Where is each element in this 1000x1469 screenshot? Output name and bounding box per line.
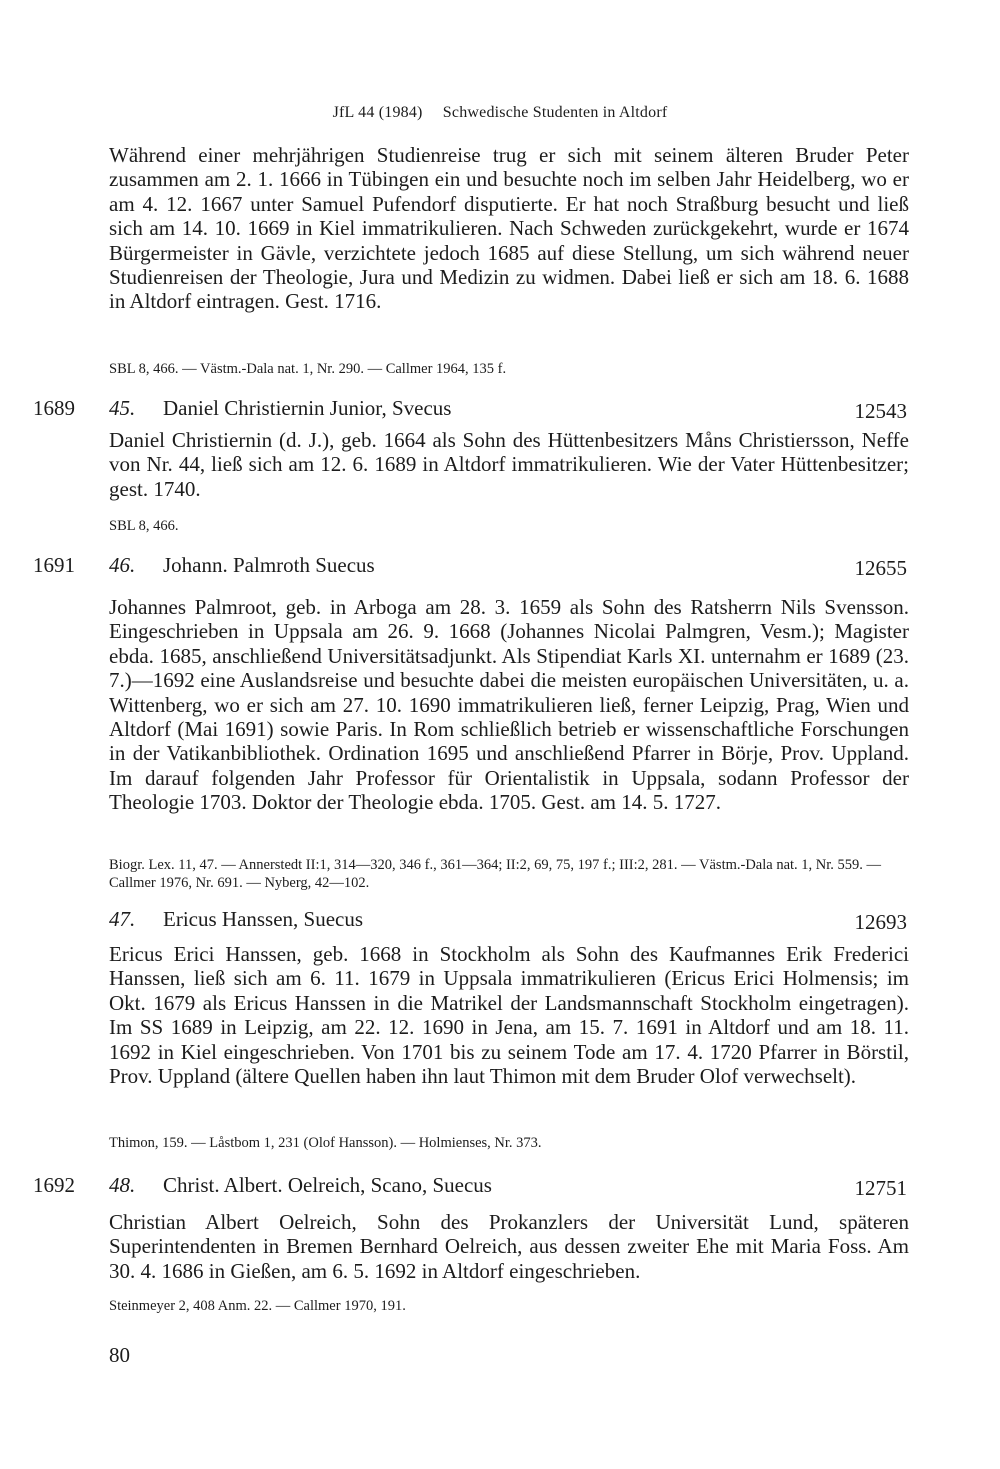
entry-heading [0, 396, 1000, 424]
intro-block [109, 143, 909, 314]
entry-paragraph: Johannes Palmroot, geb. in Arboga am 28. 3. 1659 als Sohn des Ratsherrn Nils Svensson. Eingeschrieben in Uppsala am 26. 9. 1668 (Johannes Nicolai Palmgren, Vesm.); Magister ebda. 1685, anschließend Universitätsadjunkt. Als Stipendiat Karls XI. unternahm er 1689 (23. 7.)—1692 eine Auslandsreise und besuchte dabei die meisten europäischen Universitäten, u. a. Wittenberg, wo er sich am 27. 10. 1690 immatrikulieren ließ, ferner Leipzig, Prag, Wien und Altdorf (Mai 1691) sowie Paris. In Rom schließlich betrieb er wissenschaftliche Forschungen in der Vatikanbibliothek. Ordination 1695 und anschließend Pfarrer in Börje, Prov. Uppland. Im darauf folgenden Jahr Professor für Orientalistik in Uppsala, sodann Professor der Theologie 1703. Doktor der Theologie ebda. 1705. Gest. am 14. 5. 1727. [109, 595, 909, 815]
entry-paragraph: Ericus Erici Hanssen, geb. 1668 in Stockholm als Sohn des Kaufmannes Erik Frederici Hanssen, ließ sich am 6. 11. 1679 in Uppsala immatrikulieren (Ericus Erici Holmensis; im Okt. 1679 als Ericus Hanssen in die Matrikel der Landsmannschaft Stockholm eingetragen). Im SS 1689 in Leipzig, am 22. 12. 1690 in Jena, am 15. 7. 1691 in Altdorf und am 18. 11. 1692 in Kiel eingeschrieben. Von 1701 bis zu seinem Tode am 17. 4. 1720 Pfarrer in Börstil, Prov. Uppland (ältere Quellen haben ihn laut Thimon mit dem Bruder Olof verwechselt). [109, 942, 909, 1089]
intro-references [109, 360, 909, 378]
entry-refs-text: Thimon, 159. — Låstbom 1, 231 (Olof Hansson). — Holmienses, Nr. 373. [109, 1135, 542, 1151]
entry-name: Johann. Palmroth Suecus [163, 553, 375, 577]
entry-id: 12751 [854, 1176, 907, 1200]
entry-heading [0, 907, 1000, 935]
entry-year: 1691 [33, 553, 75, 577]
intro-paragraph: Während einer mehrjährigen Studienreise trug er sich mit seinem älteren Bruder Peter zusammen am 2. 1. 1666 in Tübingen ein und besuchte noch im selben Jahr Heidelberg, wo er am 4. 12. 1667 unter Samuel Pufendorf disputierte. Er hat noch Straßburg besucht und ließ sich am 14. 10. 1669 in Kiel immatrikulieren. Nach Schweden zurückgekehrt, wurde er 1674 Bürgermeister in Gävle, verzichtete jedoch 1685 auf diese Stellung, um sich während neuer Studienreisen der Theologie, Jura und Medizin zu widmen. Dabei ließ er sich am 18. 6. 1688 in Altdorf eintragen. Gest. 1716. [109, 143, 909, 314]
entry-name: Daniel Christiernin Junior, Svecus [163, 396, 452, 420]
entry-heading [0, 553, 1000, 581]
entry-refs-text: Biogr. Lex. 11, 47. — Annerstedt II:1, 314—320, 346 f., 361—364; II:2, 69, 75, 197 f.; III:2, 281. — Västm.-Dala nat. 1, Nr. 559. — Callmer 1976, Nr. 691. — Nyberg, 42—102. [109, 857, 882, 891]
entry-name: Christ. Albert. Oelreich, Scano, Suecus [163, 1173, 492, 1197]
page-number: 80 [109, 1343, 130, 1367]
entry-paragraph: Daniel Christiernin (d. J.), geb. 1664 als Sohn des Hüttenbesitzers Måns Christiersson, Neffe von Nr. 44, ließ sich am 12. 6. 1689 in Altdorf immatrikulieren. Wie der Vater Hüttenbesitzer; gest. 1740. [109, 428, 909, 501]
entry-name: Ericus Hanssen, Suecus [163, 907, 364, 931]
entry-year: 1689 [33, 396, 75, 420]
entry-references [109, 1297, 909, 1315]
intro-refs-text: SBL 8, 466. — Västm.-Dala nat. 1, Nr. 290. — Callmer 1964, 135 f. [109, 361, 507, 377]
entry-references [109, 1134, 909, 1152]
entry-number: 48. [109, 1173, 136, 1197]
entry-body [109, 1210, 909, 1283]
entry-number: 46. [109, 553, 136, 577]
journal-reference: JfL 44 (1984) [332, 104, 423, 121]
entry-id: 12693 [854, 910, 907, 934]
article-title: Schwedische Studenten in Altdorf [442, 104, 668, 121]
running-header [0, 104, 1000, 122]
entry-year: 1692 [33, 1173, 75, 1197]
entry-heading [0, 1173, 1000, 1201]
entry-references [109, 517, 909, 535]
entry-body [109, 942, 909, 1088]
entry-id: 12655 [854, 556, 907, 580]
entry-number: 45. [109, 396, 136, 420]
entry-refs-text: Steinmeyer 2, 408 Anm. 22. — Callmer 1970, 191. [109, 1298, 406, 1314]
entry-body [109, 428, 909, 501]
entry-paragraph: Christian Albert Oelreich, Sohn des Prokanzlers der Universität Lund, späteren Superintendenten in Bremen Bernhard Oelreich, aus dessen zweiter Ehe mit Maria Foss. Am 30. 4. 1686 in Gießen, am 6. 5. 1692 in Altdorf eingeschrieben. [109, 1210, 909, 1283]
entry-references [109, 856, 909, 892]
entry-id: 12543 [854, 399, 907, 423]
entry-body [109, 595, 909, 815]
entry-number: 47. [109, 907, 136, 931]
entry-refs-text: SBL 8, 466. [109, 518, 179, 534]
